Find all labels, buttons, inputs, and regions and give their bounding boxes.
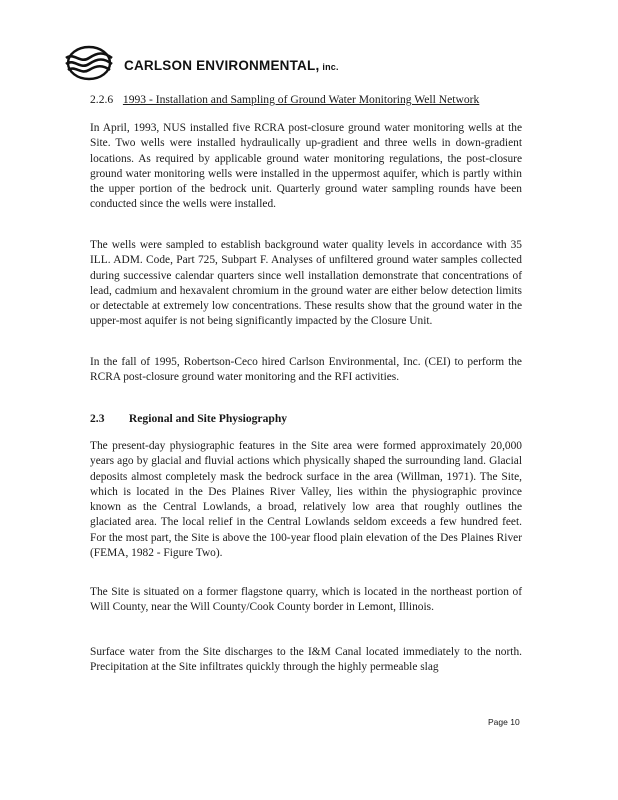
paragraph-well-installation: In April, 1993, NUS installed five RCRA post-closure ground water monitoring wells at the Site. Two wells were installed hydraulically up-gradient and three wells in down-gradient locations. As required by applicable ground water monitoring regulations, the post-closure ground water monitoring wells were installed in the uppermost aquifer, which is partly within the upper portion of the bedrock unit. Quarterly ground water sampling rounds have been conducted since the wells were installed. [90,122,522,211]
section-title: 1993 - Installation and Sampling of Ground Water Monitoring Well Network [122,93,480,106]
page-number: Page 10 [488,717,520,727]
paragraph-surface-water: Surface water from the Site discharges to the I&M Canal located immediately to the north. Precipitation at the Site infiltrates quickly through the highly permeable slag [90,646,522,674]
paragraph-cei-hired: In the fall of 1995, Robertson-Ceco hired Carlson Environmental, Inc. (CEI) to perform the RCRA post-closure ground water monitoring and the RFI activities. [90,356,522,384]
company-suffix: inc. [322,62,339,72]
section-number: 2.2.6 [90,93,114,106]
paragraph-physiographic-features: The present-day physiographic features in the Site area were formed approximately 20,000 years ago by glacial and fluvial actions which physically shaped the surrounding land. Glacial deposits almost completely mask the bedrock surface in the area (Willman, 1971). The Site, which is located in the Des Plaines River Valley, lies within the physiographic province known as the Central Lowlands, a broad, relatively low area that roughly outlines the glaciated area. The local relief in the Central Lowlands seldom exceeds a few hundred feet. For the most part, the Site is above the 100-year flood plain elevation of the Des Plaines River (FEMA, 1982 - Figure Two). [90,440,522,560]
company-logo-icon [64,44,114,82]
paragraph-well-sampling: The wells were sampled to establish background water quality levels in accordance with 35 ILL. ADM. Code, Part 725, Subpart F. Analyses of unfiltered ground water samples collected during successive calendar quarters since well installation demonstrate that concentrations of lead, cadmium and hexavalent chromium in the ground water are either below detection limits or detectable at extremely low concentrations. These results show that the ground water in the upper-most aquifer is not being significantly impacted by the Closure Unit. [90,239,522,328]
company-name-text: CARLSON ENVIRONMENTAL, [124,58,320,73]
section-heading-2-2-6 [90,93,479,106]
section-title: Regional and Site Physiography [128,412,288,425]
section-heading-2-3 [90,412,287,425]
paragraph-site-location: The Site is situated on a former flagstone quarry, which is located in the northeast portion of Will County, near the Will County/Cook County border in Lemont, Illinois. [90,586,522,614]
company-name [124,58,339,73]
section-number: 2.3 [90,412,105,425]
